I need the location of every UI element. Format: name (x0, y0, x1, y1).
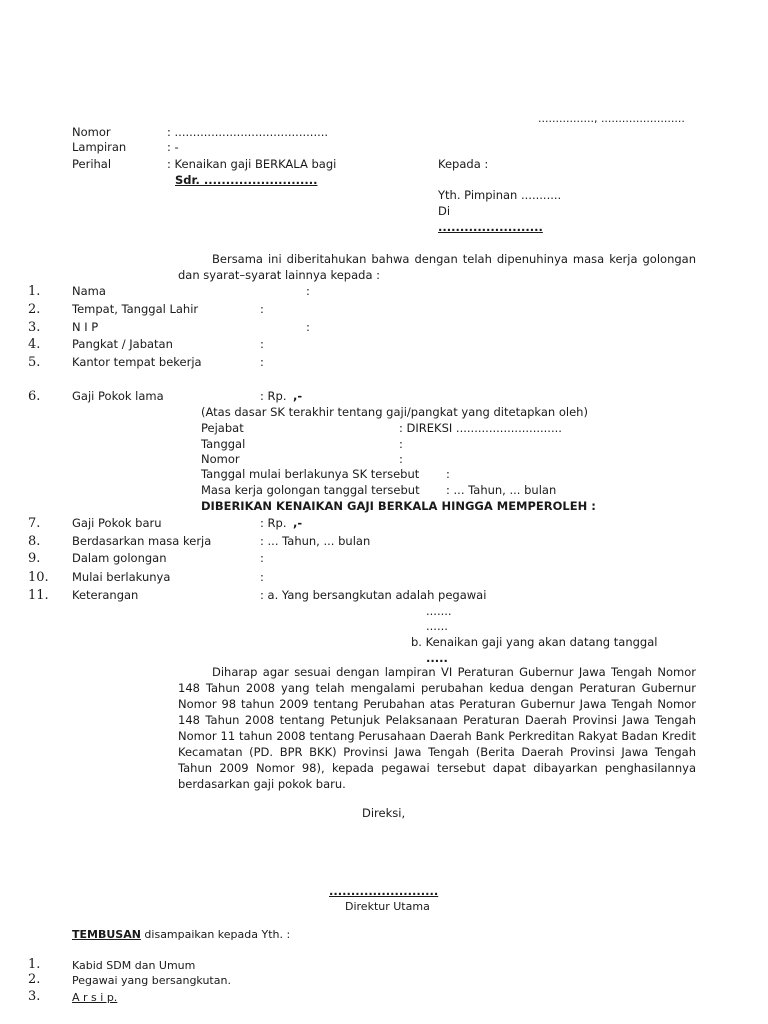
golongan-label: Dalam golongan (72, 551, 167, 565)
item-label-ttl: Tempat, Tanggal Lahir (72, 302, 199, 316)
intro-line-2: dan syarat–syarat lainnya kepada : (178, 268, 381, 282)
item-number: 10. (28, 570, 49, 585)
mulai-sk-value: : (446, 467, 450, 481)
item-number: 11. (28, 588, 49, 603)
tanggal-label: Tanggal (201, 437, 246, 451)
gaji-lama-label: Gaji Pokok lama (72, 389, 164, 403)
tembusan-number: 2. (28, 972, 41, 987)
item-value: : (306, 320, 310, 334)
tanggal-value: : (399, 437, 403, 451)
tembusan-number: 3. (28, 989, 41, 1004)
item-label-kantor: Kantor tempat bekerja (72, 355, 202, 369)
keterangan-b-dots: ..... (426, 651, 448, 665)
yth-pimpinan: Yth. Pimpinan ........... (438, 188, 562, 202)
keterangan-dots-2: ...... (426, 619, 448, 633)
item-label-nama: Nama (72, 284, 106, 298)
pejabat-label: Pejabat (201, 421, 244, 435)
masa-kerja-value: : ... Tahun, ... bulan (446, 483, 557, 497)
item-number: 9. (28, 551, 41, 566)
intro-line-1: Bersama ini diberitahukan bahwa dengan telah dipenuhinya masa kerja golongan (212, 252, 696, 266)
gaji-lama-value: : Rp. (260, 389, 287, 403)
signature-title: Direktur Utama (345, 900, 430, 913)
item-label-pangkat: Pangkat / Jabatan (72, 337, 173, 351)
keterangan-value: : a. Yang bersangkutan adalah pegawai (260, 588, 487, 602)
masa-kerja-baru-value: : ... Tahun, ... bulan (260, 534, 371, 548)
item-number: 4. (28, 337, 41, 352)
item-number: 7. (28, 516, 41, 531)
item-number: 1. (28, 284, 41, 299)
keterangan-b: b. Kenaikan gaji yang akan datang tanggal (411, 635, 658, 649)
tembusan-number: 1. (28, 957, 41, 972)
item-value: : (260, 302, 264, 316)
item-number: 8. (28, 534, 41, 549)
atas-dasar-note: (Atas dasar SK terakhir tentang gaji/pangkat yang ditetapkan oleh) (201, 405, 588, 419)
masa-kerja-baru-label: Berdasarkan masa kerja (72, 534, 212, 548)
item-number: 2. (28, 302, 41, 317)
mulai-sk-label: Tanggal mulai berlakunya SK tersebut (201, 467, 420, 481)
gaji-baru-suffix: ,- (293, 516, 303, 530)
item-number: 6. (28, 389, 41, 404)
mulai-berlaku-label: Mulai berlakunya (72, 570, 171, 584)
nomor-sk-label: Nomor (201, 452, 240, 466)
masa-kerja-label: Masa kerja golongan tanggal tersebut (201, 483, 420, 497)
item-number: 3. (28, 320, 41, 335)
tembusan-heading (72, 927, 290, 942)
lampiran-value: : - (167, 140, 179, 154)
kepada-label: Kepada : (438, 157, 489, 171)
nomor-label: Nomor (72, 125, 111, 139)
tembusan-rest: disampaikan kepada Yth. : (140, 928, 291, 941)
tembusan-item: Pegawai yang bersangkutan. (72, 974, 231, 987)
nomor-sk-value: : (399, 452, 403, 466)
keterangan-dots-1: ....... (426, 604, 452, 618)
gaji-lama-suffix: ,- (293, 389, 303, 403)
signature-dots: ......................... (329, 884, 439, 898)
di-dots: ........................ (438, 220, 543, 234)
gaji-baru-value: : Rp. (260, 516, 287, 530)
keterangan-label: Keterangan (72, 588, 139, 602)
di-label: Di (438, 204, 451, 218)
closing-paragraph: Diharap agar sesuai dengan lampiran VI Peraturan Gubernur Jawa Tengah Nomor 148 Tahun 2008 yang telah mengalami perubahan kedua dengan Peraturan Gubernur Nomor 98 tahun 2009 tentang Perubahan atas Peraturan Gubernur Jawa Tengah Nomor 148 Tahun 2008 tentang Petunjuk Pelaksanaan Peraturan Daerah Provinsi Jawa Tengah Nomor 11 tahun 2008 tentang Perusahaan Daerah Bank Perkreditan Rakyat Badan Kredit Kecamatan (PD. BPR BKK) Provinsi Jawa Tengah (Berita Daerah Provinsi Jawa Tengah Tahun 2009 Nomor 98), kepada pegawai tersebut dapat dibayarkan penghasilannya berdasarkan gaji pokok baru. (178, 665, 696, 791)
tembusan-label: TEMBUSAN (72, 928, 141, 941)
nomor-value: : .......................................... (167, 125, 329, 139)
tembusan-item: A r s i p. (72, 991, 118, 1004)
item-value: : (306, 284, 310, 298)
direksi-label: Direksi, (362, 806, 406, 820)
golongan-value: : (260, 551, 264, 565)
perihal-value: : Kenaikan gaji BERKALA bagi (167, 157, 337, 171)
item-value: : (260, 337, 264, 351)
lampiran-label: Lampiran (72, 140, 127, 154)
sdr-line: Sdr. .......................... (175, 173, 318, 187)
mulai-berlaku-value: : (260, 570, 264, 584)
diberikan-heading: DIBERIKAN KENAIKAN GAJI BERKALA HINGGA MEMPEROLEH : (201, 499, 596, 513)
place-date: ................, ........................ (538, 112, 685, 125)
tembusan-item: Kabid SDM dan Umum (72, 959, 196, 972)
item-number: 5. (28, 355, 41, 370)
pejabat-value: : DIREKSI ............................. (399, 421, 562, 435)
perihal-label: Perihal (72, 157, 112, 171)
item-value: : (260, 355, 264, 369)
gaji-baru-label: Gaji Pokok baru (72, 516, 162, 530)
item-label-nip: N I P (72, 320, 99, 334)
